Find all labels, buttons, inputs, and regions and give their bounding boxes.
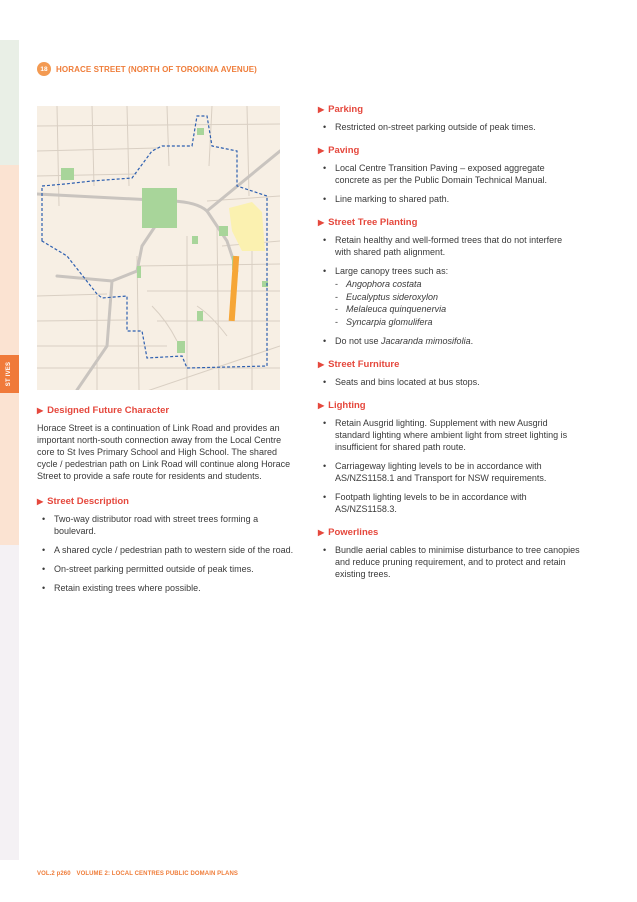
list-item: • Line marking to shared path. — [318, 193, 580, 205]
side-strip-segment — [0, 165, 19, 355]
triangle-right-icon: ▶ — [318, 218, 325, 227]
furniture-list — [318, 376, 580, 388]
species-item: - Eucalyptus sideroxylon — [335, 291, 580, 304]
side-strip-segment — [0, 393, 19, 545]
section-heading: ▶ Parking — [318, 104, 364, 115]
list-item: • Footpath lighting levels to be in accordance with AS/NZS1158.3. — [318, 491, 580, 515]
section-header — [37, 62, 257, 76]
triangle-right-icon: ▶ — [37, 406, 44, 415]
triangle-right-icon: ▶ — [318, 105, 325, 114]
section-heading: ▶ Designed Future Character — [37, 405, 170, 416]
species-item: - Angophora costata — [335, 278, 580, 291]
paving-list — [318, 162, 580, 205]
section-heading: ▶ Street Furniture — [318, 359, 400, 370]
section-heading: ▶ Powerlines — [318, 527, 379, 538]
list-item: • On-street parking permitted outside of peak times. — [37, 563, 297, 575]
list-item: • Bundle aerial cables to minimise disturbance to tree canopies and reduce pruning requirement, and to protect and retain existing trees. — [318, 544, 580, 580]
section-heading: ▶ Paving — [318, 145, 360, 156]
planting-list — [318, 234, 580, 347]
list-item: • Do not use Jacaranda mimosifolia. — [318, 335, 580, 347]
left-column — [37, 405, 297, 606]
section-heading: ▶ Street Description — [37, 496, 129, 507]
section-heading: ▶ Street Tree Planting — [318, 217, 418, 228]
triangle-right-icon: ▶ — [318, 401, 325, 410]
list-item: • A shared cycle / pedestrian path to western side of the road. — [37, 544, 297, 556]
list-item: • Two-way distributor road with street trees forming a boulevard. — [37, 513, 297, 537]
list-item: • Retain existing trees where possible. — [37, 582, 297, 594]
section-title: HORACE STREET (NORTH OF TOROKINA AVENUE) — [56, 64, 257, 74]
list-item: • Seats and bins located at bus stops. — [318, 376, 580, 388]
location-map — [37, 106, 280, 390]
triangle-right-icon: ▶ — [318, 360, 325, 369]
right-column — [318, 104, 580, 592]
list-item: • Carriageway lighting levels to be in accordance with AS/NZS1158.1 and Transport for NSW requirements. — [318, 460, 580, 484]
side-strip-segment — [0, 40, 19, 165]
list-item: • Large canopy trees such as: - Angophora costata - Eucalyptus sideroxylon - Melaleuca quinquenervia - Syncarpia glomulifera — [318, 265, 580, 328]
character-paragraph: Horace Street is a continuation of Link Road and provides an important north-south connection away from the Local Centre core to St Ives Primary School and High School. The shared cycle / pedestrian path on Link Road will continue along Horace Street to provide a safe route for residents and students. — [37, 423, 291, 481]
footer-title: VOLUME 2: LOCAL CENTRES PUBLIC DOMAIN PLANS — [76, 871, 238, 877]
list-item: • Retain Ausgrid lighting. Supplement with new Ausgrid standard lighting where ambient light from street lighting is insufficient for shared path route. — [318, 417, 580, 453]
side-tab-label[interactable]: ST IVES — [6, 361, 13, 387]
triangle-right-icon: ▶ — [318, 146, 325, 155]
species-item: - Syncarpia glomulifera — [335, 316, 580, 329]
species-list — [335, 278, 580, 328]
parking-list — [318, 121, 580, 133]
triangle-right-icon: ▶ — [318, 528, 325, 537]
powerlines-list — [318, 544, 580, 580]
page-number: VOL.2 p260 — [37, 871, 71, 877]
list-item: • Local Centre Transition Paving – exposed aggregate concrete as per the Public Domain Technical Manual. — [318, 162, 580, 186]
side-strip-segment — [0, 545, 19, 860]
list-item: • Restricted on-street parking outside of peak times. — [318, 121, 580, 133]
species-item: - Melaleuca quinquenervia — [335, 303, 580, 316]
description-list — [37, 513, 297, 594]
section-number-badge: 18 — [37, 62, 51, 76]
page-footer — [37, 871, 242, 877]
lighting-list — [318, 417, 580, 515]
triangle-right-icon: ▶ — [37, 497, 44, 506]
section-heading: ▶ Lighting — [318, 400, 366, 411]
list-item: • Retain healthy and well-formed trees that do not interfere with shared path alignment. — [318, 234, 580, 258]
